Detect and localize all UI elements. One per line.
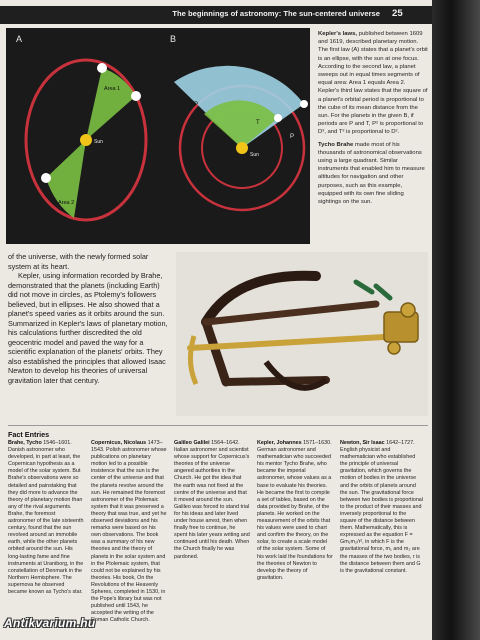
fact-entry-name: Galileo Galilei <box>174 440 210 446</box>
section-divider <box>8 425 428 426</box>
body-paragraph-2: Kepler, using information recorded by Brahe, demonstrated that the planets (including Earth) did not move in circles, as Ptolemy's followers believed, but in ellipses. He also showed that a planet's speed varies as it orbits around the sun. Summarized in Kepler's laws of planetary motion, his calculations further discredited the old geocentric model and paved the way for a scientific explanation of the planets' orbits. They also established the principles that allowed Isaac Newton to develop his theories of universal gravitation later that century. <box>8 271 168 385</box>
main-body-text <box>8 252 168 385</box>
brahe-caption-title: Tycho Brahe <box>318 141 354 148</box>
sun-b-label: Sun <box>250 152 259 158</box>
sextant-photo <box>176 252 428 416</box>
label-a: A <box>16 34 23 44</box>
brahe-caption-text: made most of his thousands of astronomical observations using a large quadrant. Similar instruments that enabled him to measure altitudes for navigation and other purposes, such as this example, equipped with its own fine sliding sightings on the sun. <box>318 141 425 206</box>
planet-b1-icon <box>274 114 282 122</box>
fact-entry <box>8 440 84 596</box>
diagram-svg <box>6 28 310 244</box>
sidebar-captions <box>318 30 428 210</box>
planet-a3-icon <box>41 173 51 183</box>
planet-b2-icon <box>300 100 308 108</box>
fact-entry <box>91 440 167 624</box>
fact-entry <box>257 440 333 582</box>
fact-entry-name: Newton, Sir Isaac <box>340 440 385 446</box>
fact-entry-name: Kepler, Johannes <box>257 440 302 446</box>
orbit-label-1: P <box>194 102 199 108</box>
planet-a1-icon <box>97 63 107 73</box>
fact-entry-text: 1571–1630. German astronomer and mathematician who succeeded his mentor Tycho Brahe, who became the imperial astronomer, whose values as a base to evaluate his theories. He became the first to compile a set of tables, based on the data provided by Brahe, of the planets. He worked on the measurement of the orbits that his values were used to chart and confirm the theory, on the solar, to create a scale model of the solar system. Some of his work laid the foundations for the theories of Newton to develop the theory of gravitation. <box>257 440 333 581</box>
kepler-laws-diagram <box>6 28 310 244</box>
brahe-caption <box>318 141 428 207</box>
sun-a-label: Sun <box>94 139 103 145</box>
sun-b-icon <box>236 142 248 154</box>
fact-entry-text: 1642–1727. English physicist and mathematician who established the principle of universal gravitation, which governs the motion of bodies in the universe and the orbits of planets around the sun. The gravitational force between two bodies is proportional to the product of their masses and inversely proportional to the square of the distance between them. Mathematically, this is expressed as the equation F = Gm₁m₂/r², in which F is the gravitational force, m₁ and m₂ are the masses of the two bodies, r is the distance between them and G is the gravitational constant. <box>340 440 424 574</box>
sextant-illustration <box>176 252 428 416</box>
fact-entry-text: 1546–1601. Danish astronomer who developed, in part at least, the Copernican hypothesis as a model of the solar system. But Brahe's observations were so detailed and painstaking that they did more to advance the theory of planetary motion than any of the rival arguments. Brahe, the foremost astronomer of the late sixteenth century, found that the sun revolved around an immobile earth, while the other planets orbited around the sun. His long-lasting fame and fine instruments at Uraniborg, in the constellation of Denmark in the Northern Hemisphere. The supernova he observed became known as Tycho's star. <box>8 440 84 595</box>
header-title: The beginnings of astronomy: The sun-centered universe <box>172 9 380 18</box>
fact-entry-name: Copernicus, Nicolaus <box>91 440 147 446</box>
label-b: B <box>170 34 177 44</box>
fact-entries-title: Fact Entries <box>8 430 50 439</box>
page-number: 25 <box>392 8 403 19</box>
orbit-label-2: T <box>256 120 260 126</box>
kepler-caption-text: published between 1609 and 1619, described planetary motion. The first law (A) states that a planet's orbit is an ellipse, with the sun at one focus. According to the second law, a planet sweeps out in equal times segments of equal area: Area 1 equals Area 2. Kepler's third law states that the square of a planet's orbital period is proportional to the cube of its mean distance from the sun. For the planets in the given B, if periods are P and T, P² is proportional to D³, and T² is proportional to D². <box>318 31 428 136</box>
kepler-caption <box>318 30 428 137</box>
area-2-label: Area 2 <box>58 200 75 206</box>
book-spine-edge <box>432 0 480 640</box>
fact-entry-name: Brahe, Tycho <box>8 440 42 446</box>
kepler-caption-title: Kepler's laws, <box>318 31 358 37</box>
fact-entry-text: 1473–1543. Polish astronomer whose publications on planetary motion led to a possible insistence that the sun is the center of the universe and that the planets revolve around the sun. He remained the foremost astronomer of the Ptolemaic system that it was preserved a theory that was true, and yet he observed deviations and his remarks were based on his own observations. The book was a summary of his new theories and the theory of planets in the solar system and in the Ptolemaic system, that could not be explained by his theories. His book, On the Revolutions of the Heavenly Spheres, completed in 1530, in the Pope's library but was not published until 1543, he accepted the writing of the Roman Catholic Church. <box>91 440 167 624</box>
orbit-label-3: P <box>290 134 295 140</box>
fact-entry <box>340 440 424 575</box>
body-paragraph-1: of the universe, with the newly formed solar system at its heart. <box>8 252 149 271</box>
fact-entry-text: 1564–1642. Italian astronomer and scientist whose support for Copernicus's theories of the universe angered authorities in the Church. He got the idea that the earth was not fixed at the centre of the universe and that it moved around the sun. Galileo was forced to stand trial for his ideas and later lived under house arrest, then when finally free to continue, he spent his later years writing and continued until his death. When the Church finally he was pardoned. <box>174 440 250 560</box>
fact-entry <box>174 440 250 561</box>
area-1-label: Area 1 <box>104 86 121 92</box>
planet-a2-icon <box>131 91 141 101</box>
watermark: Antikvarium.hu <box>4 616 96 630</box>
running-header <box>0 6 432 24</box>
sun-a-icon <box>80 134 92 146</box>
